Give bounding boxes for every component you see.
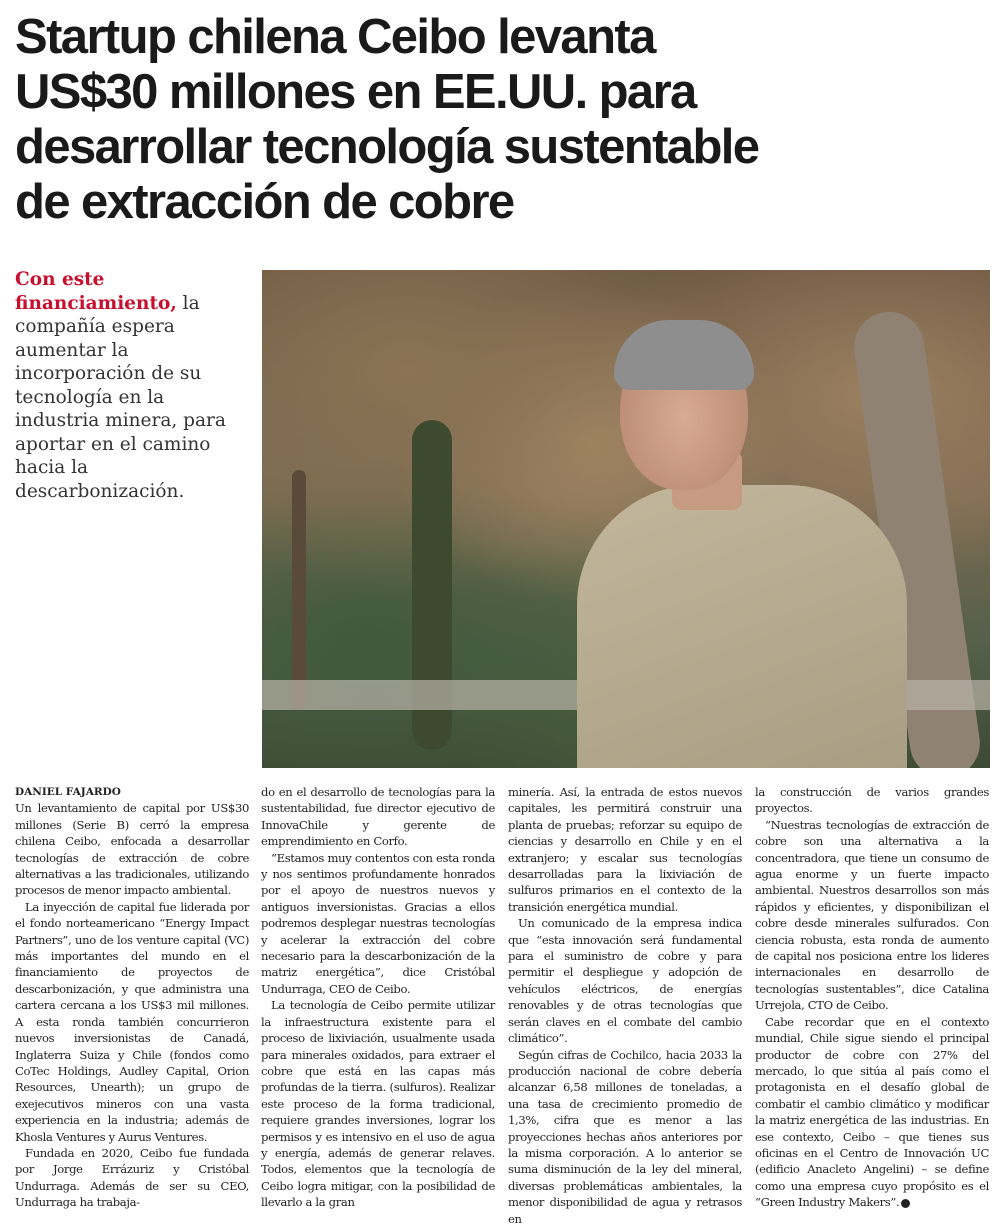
byline: DANIEL FAJARDO: [15, 786, 121, 798]
paragraph: La inyección de capital fue liderada por el fondo norteamericano “Energy Impact Partners”, uno de los venture capital (VC) más importantes del mundo en el financiamiento de proyectos de descarbonización, y que administra una cartera cercana a los US$3 mil millones. A esta ronda también concurrieron nuevos inversionistas de Canadá, Inglaterra Suiza y Chile (fondos como CoTec Holdings, Audley Capital, Orion Resources, Unearth); un grupo de exejecutivos mineros con una vasta experiencia en la industria; además de Khosla Ventures y Aurus Ventures.: [15, 899, 249, 1144]
headline-line: US$30 millones en EE.UU. para: [15, 65, 696, 119]
lede-highlight: Con este financiamiento,: [15, 269, 177, 314]
paragraph: Fundada en 2020, Ceibo fue fundada por Jorge Errázuriz y Cristóbal Undurraga. Además de ser su CEO, Undurraga ha trabaja-: [15, 1145, 249, 1210]
article-column-2: [261, 784, 495, 1211]
paragraph-text: Cabe recordar que en el contexto mundial, Chile sigue siendo el principal productor de cobre con 27% del mercado, lo que sitúa al país como el protagonista en el desafío global de combatir el cambio climático y modificar la matriz energética de las industrias. En ese contexto, Ceibo – que tienes sus oficinas en el Centro de Innovación UC (edificio Anacleto Angelini) – se define como una empresa cuyo propósito es el “Green Industry Makers”.: [755, 1014, 989, 1210]
article-column-4: [755, 784, 989, 1211]
paragraph: “Nuestras tecnologías de extracción de cobre son una alternativa a la concentradora, que tiene un consumo de agua enorme y un fuerte impacto ambiental. Nuestros desarrollos son más rápidos y eficientes, y disponibilizan el cobre desde minerales sulfurados. Con ciencia robusta, esta ronda de aumento de capital nos posiciona entre los lideres internacionales en desarrollo de tecnologías sustentables”, dice Catalina Urrejola, CTO de Ceibo.: [755, 817, 989, 1013]
paragraph-final: [755, 1014, 989, 1211]
lede-text: la compañía espera aumentar la incorporación de su tecnología en la industria minera, para aportar en el camino hacia la descarbonización.: [15, 292, 226, 502]
paragraph: Según cifras de Cochilco, hacia 2033 la producción nacional de cobre debería alcanzar 6,58 millones de toneladas, a una tasa de crecimiento promedio de 1,3%, cifra que es menor a las proyecciones hechas años anteriores por la misma corporación. A lo anterior se suma disminución de la ley del mineral, diversas problemáticas ambientales, la menor disponibilidad de agua y retrasos en: [508, 1047, 742, 1226]
lede: [15, 268, 250, 503]
paragraph: “Estamos muy contentos con esta ronda y nos sentimos profundamente honrados por el apoyo de nuestros nuevos y antiguos inversionistas. Gracias a ellos podremos desplegar nuestras tecnologías y acelerar la extracción del cobre necesario para la descarbonización de la matriz energética”, dice Cristóbal Undurraga, CEO de Ceibo.: [261, 850, 495, 996]
article-column-3: [508, 784, 742, 1227]
paragraph: la construcción de varios grandes proyectos.: [755, 785, 989, 816]
paragraph: minería. Así, la entrada de estos nuevos capitales, les permitirá construir una planta de pruebas; reforzar su equipo de ciencias y desarrollo en Chile y en el extranjero; y escalar sus tecnologías desarrolladas para la lixiviación de sulfuros primarios en el contexto de la transición energética mundial.: [508, 785, 742, 914]
headline: [15, 10, 995, 230]
article-column-1: [15, 784, 249, 1211]
article-photo: [262, 270, 990, 768]
paragraph: Un levantamiento de capital por US$30 millones (Serie B) cerró la empresa chilena Ceibo, enfocada a desarrollar tecnologías de extracción de cobre alternativas a las tradicionales, utilizando procesos de menor impacto ambiental.: [15, 801, 249, 898]
end-of-article-icon: [901, 1199, 910, 1208]
paragraph: do en el desarrollo de tecnologías para la sustentabilidad, fue director ejecutivo de InnovaChile y gerente de emprendimiento en Corfo.: [261, 785, 495, 849]
headline-line: desarrollar tecnología sustentable: [15, 120, 759, 174]
headline-line: Startup chilena Ceibo levanta: [15, 10, 655, 64]
paragraph: Un comunicado de la empresa indica que “esta innovación será fundamental para el suministro de cobre y para permitir el despliegue y adopción de vehículos eléctricos, de energías renovables y de otras tecnologías que serán claves en el combate del cambio climático”.: [508, 916, 742, 1046]
paragraph: La tecnología de Ceibo permite utilizar la infraestructura existente para el proceso de lixiviación, usualmente usada para minerales oxidados, para extraer el cobre que está en las capas más profundas de la tierra. (sulfuros). Realizar este proceso de la forma tradicional, requiere grandes inversiones, lograr los permisos y es intensivo en el uso de agua y energía, además de generar relaves. Todos, elementos que la tecnología de Ceibo logra mitigar, con la posibilidad de llevarlo a la gran: [261, 998, 495, 1210]
headline-line: de extracción de cobre: [15, 175, 514, 229]
person-shirt: [577, 485, 907, 768]
